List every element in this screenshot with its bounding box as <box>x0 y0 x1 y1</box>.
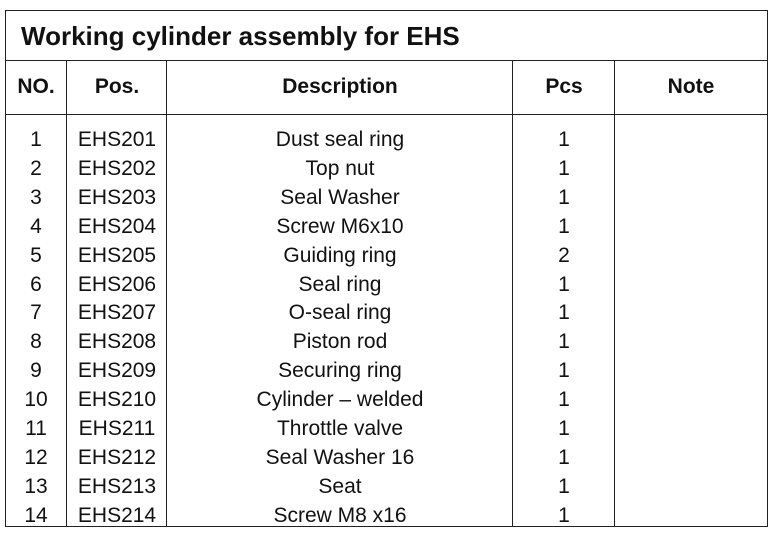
table-row <box>6 212 767 241</box>
table-row <box>6 241 767 270</box>
cell-pos: EHS214 <box>77 503 157 527</box>
table-row <box>6 501 767 530</box>
cell-description: Seal Washer <box>280 185 400 209</box>
cell-pos: EHS210 <box>77 388 157 412</box>
cell-description: Screw M8 x16 <box>273 503 407 527</box>
cell-pos: EHS208 <box>77 330 157 354</box>
cell-note <box>616 241 766 270</box>
cell-no: 8 <box>30 330 42 354</box>
cell-no: 3 <box>30 185 42 209</box>
cell-no: 7 <box>30 301 42 325</box>
cell-pcs: 1 <box>558 445 570 469</box>
header-pcs: Pcs <box>545 75 583 98</box>
cell-pos: EHS204 <box>77 214 157 238</box>
cell-description: Seal ring <box>298 272 382 296</box>
cell-note <box>616 183 766 212</box>
table-row <box>6 183 767 212</box>
cell-pos: EHS209 <box>77 359 157 383</box>
cell-pos: EHS203 <box>77 185 157 209</box>
header-pos: Pos. <box>94 75 140 98</box>
cell-pcs: 1 <box>558 388 570 412</box>
cell-pcs: 1 <box>558 156 570 180</box>
cell-note <box>616 472 766 501</box>
cell-pos: EHS202 <box>77 156 157 180</box>
header-note: Note <box>667 75 715 98</box>
cell-description: Dust seal ring <box>275 128 405 151</box>
cell-description: Guiding ring <box>283 243 397 267</box>
cell-pcs: 1 <box>558 503 570 527</box>
cell-pcs: 1 <box>558 214 570 238</box>
cell-pos: EHS206 <box>77 272 157 296</box>
cell-pcs: 1 <box>558 128 570 151</box>
cell-pcs: 1 <box>558 272 570 296</box>
cell-pos: EHS211 <box>78 417 156 440</box>
table-row <box>6 125 767 154</box>
cell-description: Screw M6x10 <box>276 214 404 238</box>
cell-note <box>616 125 766 154</box>
cell-pcs: 1 <box>558 474 570 498</box>
cell-note <box>616 270 766 299</box>
cell-pos: EHS212 <box>77 445 157 469</box>
cell-description: Seal Washer 16 <box>265 445 415 469</box>
cell-description: Cylinder – welded <box>256 388 424 412</box>
table-row <box>6 270 767 299</box>
cell-no: 5 <box>30 243 42 267</box>
cell-no: 13 <box>24 474 48 498</box>
table-row <box>6 298 767 327</box>
cell-note <box>616 212 766 241</box>
cell-no: 6 <box>30 272 42 296</box>
table-row <box>6 154 767 183</box>
header-description: Description <box>282 75 398 98</box>
cell-note <box>616 356 766 385</box>
cell-pos: EHS213 <box>77 474 157 498</box>
cell-no: 12 <box>24 445 48 469</box>
cell-pos: EHS207 <box>77 301 157 325</box>
cell-note <box>616 385 766 414</box>
cell-no: 2 <box>30 156 42 180</box>
cell-no: 10 <box>24 388 48 412</box>
cell-note <box>616 154 766 183</box>
cell-pos: EHS205 <box>77 243 157 267</box>
cell-description: Seat <box>318 474 362 498</box>
cell-no: 4 <box>30 214 42 238</box>
table-title: Working cylinder assembly for EHS <box>6 11 767 61</box>
cell-note <box>616 501 766 530</box>
cell-description: Throttle valve <box>276 417 404 440</box>
parts-table <box>5 10 768 527</box>
cell-pcs: 1 <box>558 359 570 383</box>
table-row <box>6 443 767 472</box>
cell-no: 14 <box>24 503 48 527</box>
cell-note <box>616 414 766 443</box>
cell-pcs: 1 <box>558 330 570 354</box>
cell-pos: EHS201 <box>77 128 157 151</box>
table-row <box>6 356 767 385</box>
table-header <box>6 61 767 115</box>
cell-description: Securing ring <box>278 359 402 383</box>
table-row <box>6 385 767 414</box>
cell-description: Top nut <box>305 156 375 180</box>
cell-pcs: 1 <box>558 417 570 440</box>
cell-note <box>616 327 766 356</box>
cell-description: Piston rod <box>292 330 388 354</box>
cell-no: 1 <box>30 128 42 151</box>
cell-no: 11 <box>25 417 47 440</box>
cell-pcs: 1 <box>558 185 570 209</box>
cell-no: 9 <box>30 359 42 383</box>
cell-pcs: 1 <box>558 301 570 325</box>
table-row <box>6 472 767 501</box>
cell-description: O-seal ring <box>288 301 392 325</box>
cell-note <box>616 298 766 327</box>
header-no: NO. <box>17 75 55 98</box>
cell-note <box>616 443 766 472</box>
table-row <box>6 327 767 356</box>
cell-pcs: 2 <box>558 243 570 267</box>
table-row <box>6 414 767 443</box>
